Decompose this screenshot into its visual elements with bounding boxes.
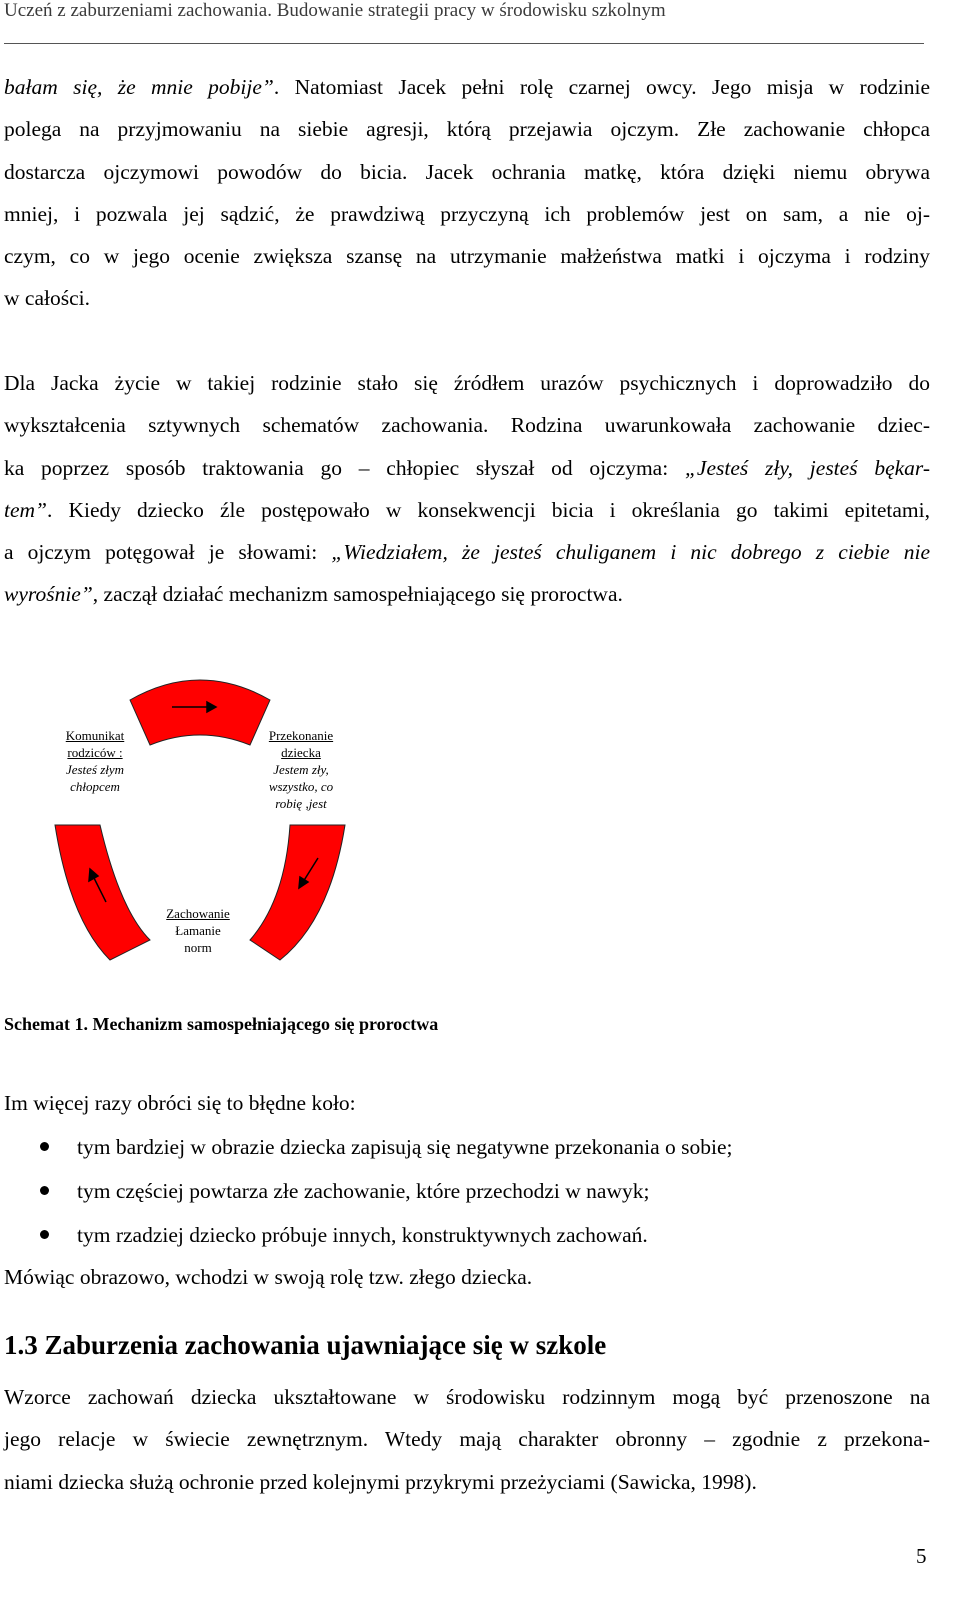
header-divider — [4, 43, 924, 44]
node-body: Jestem zły, — [273, 762, 329, 777]
node-body: Jesteś złym — [65, 762, 125, 777]
node-title: Komunikat — [65, 728, 125, 743]
cycle-segment-right — [250, 825, 345, 960]
page-number: 5 — [916, 1544, 927, 1568]
quote-fragment: bałam się, że mnie pobije” — [4, 75, 274, 99]
bullet-icon — [40, 1230, 49, 1239]
node-body: norm — [184, 940, 212, 955]
list-item — [0, 1126, 940, 1170]
node-child-belief — [256, 727, 346, 812]
text-line — [4, 447, 930, 489]
quote-fragment: „Wiedziałem, że jesteś chuliganem i nic dobrego z ciebie nie — [331, 540, 931, 565]
text-line: Wzorce zachowań dziecka ukształtowane w środowisku rodzinnym mogą być przenoszone na — [4, 1385, 930, 1409]
paragraph-school-patterns — [4, 1376, 930, 1503]
text-line: Dla Jacka życie w takiej rodzinie stało się źródłem urazów psychicznych i doprowadziło do — [4, 371, 930, 395]
text-span: a ojczym potęgował je słowami: — [4, 540, 332, 565]
text-line: jego relacje w świecie zewnętrznym. Wtedy mają charakter obronny – zgodnie z przekona- — [4, 1427, 930, 1452]
summary-sentence: Mówiąc obrazowo, wchodzi w swoją rolę tzw. złego dziecka. — [4, 1265, 533, 1289]
text-line — [4, 66, 930, 108]
list-item — [0, 1170, 940, 1214]
node-behavior — [158, 905, 238, 956]
text-span: . Natomiast Jacek pełni rolę czarnej owcy. Jego misja w rodzinie — [273, 75, 930, 99]
self-fulfilling-prophecy-diagram — [0, 670, 400, 970]
running-header: Uczeń z zaburzeniami zachowania. Budowanie strategii pracy w środowisku szkolnym — [4, 0, 666, 21]
node-body: chłopcem — [70, 779, 120, 794]
text-line — [4, 573, 930, 615]
node-title: Zachowanie — [166, 906, 230, 921]
node-title: rodziców : — [67, 745, 123, 760]
node-title: Przekonanie — [268, 728, 334, 743]
cycle-segment-top — [130, 680, 270, 745]
node-body: Łamanie — [175, 923, 221, 938]
list-item — [0, 1214, 940, 1258]
paragraph-jacek-role — [4, 66, 930, 320]
text-line: czym, co w jego ocenie zwiększa szansę na utrzymanie małżeństwa matki i ojczyma i rodziny — [4, 244, 930, 269]
text-line: w całości. — [4, 286, 90, 311]
text-line: mniej, i pozwala jej sądzić, że prawdziwą przyczyną ich problemów jest on sam, a nie oj- — [4, 201, 930, 226]
list-item-text: tym bardziej w obrazie dziecka zapisują się negatywne przekonania o sobie; — [77, 1135, 733, 1159]
text-line — [4, 489, 930, 531]
text-line: polega na przyjmowaniu na siebie agresji, którą przejawia ojczym. Złe zachowanie chłopca — [4, 117, 930, 142]
text-line: wykształcenia sztywnych schematów zachowania. Rodzina uwarunkowała zachowanie dziec- — [4, 413, 930, 438]
consequence-list — [0, 1126, 940, 1258]
figure-caption: Schemat 1. Mechanizm samospełniającego się proroctwa — [4, 1014, 439, 1034]
text-span: , zaczął działać mechanizm samospełniającego się proroctwa. — [92, 582, 623, 607]
section-heading: 1.3 Zaburzenia zachowania ujawniające się w szkole — [4, 1330, 607, 1360]
text-line — [4, 531, 930, 573]
list-intro: Im więcej razy obróci się to błędne koło: — [4, 1091, 356, 1115]
paragraph-jacek-trauma — [4, 362, 930, 616]
text-line: niami dziecka służą ochronie przed kolejnymi przykrymi przeżyciami (Sawicka, 1998). — [4, 1469, 757, 1494]
node-body: robię ,jest — [275, 796, 327, 811]
text-line: dostarcza ojczymowi powodów do bicia. Jacek ochrania matkę, która dzięki niemu obrywa — [4, 159, 930, 184]
quote-fragment: wyrośnie” — [4, 582, 93, 607]
cycle-segment-left — [55, 825, 150, 960]
list-item-text: tym rzadziej dziecko próbuje innych, konstruktywnych zachowań. — [77, 1223, 648, 1247]
bullet-icon — [40, 1142, 49, 1151]
node-title: dziecka — [281, 745, 321, 760]
node-body: wszystko, co — [268, 779, 334, 794]
list-item-text: tym częściej powtarza złe zachowanie, które przechodzi w nawyk; — [77, 1179, 650, 1203]
quote-fragment: „Jesteś zły, jesteś bękar- — [684, 455, 930, 480]
text-span: ka poprzez sposób traktowania go – chłopiec słyszał od ojczyma: — [4, 455, 685, 480]
node-parent-message — [55, 727, 135, 795]
text-span: . Kiedy dziecko źle postępowało w konsekwencji bicia i określania go takimi epitetami, — [47, 497, 930, 522]
quote-fragment: tem” — [4, 497, 47, 522]
bullet-icon — [40, 1186, 49, 1195]
